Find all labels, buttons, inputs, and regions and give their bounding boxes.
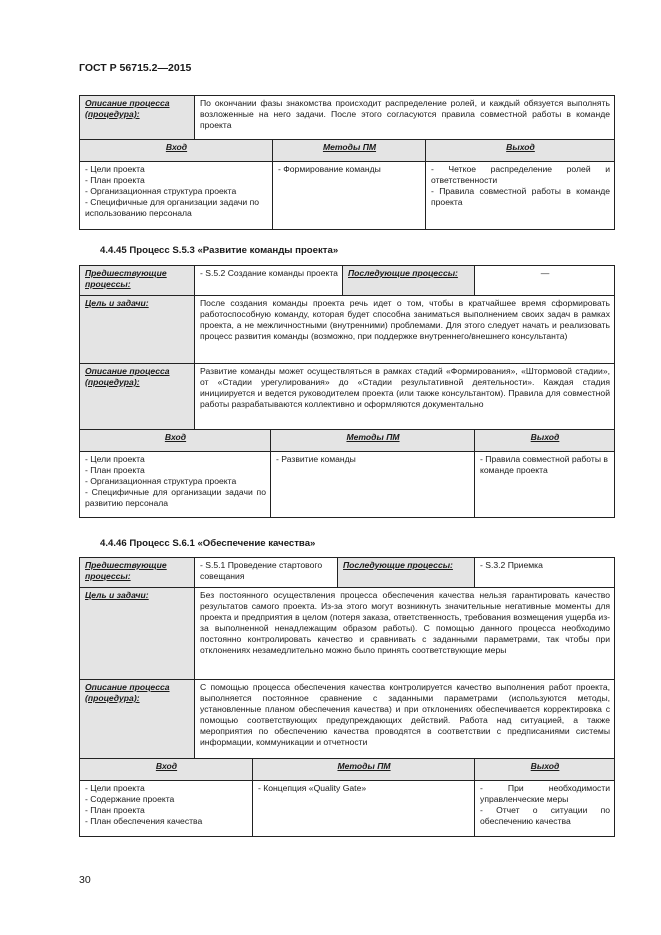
method-item: - Концепция «Quality Gate»	[258, 783, 367, 793]
input-header: Вход	[80, 430, 271, 452]
goal-label: Цель и задачи:	[80, 296, 195, 364]
description-label: Описание процесса (процедура):	[80, 364, 195, 430]
output-item: - Правила совместной работы в команде проекта	[480, 454, 608, 475]
output-header: Выход	[475, 759, 615, 781]
input-item: - Содержание проекта	[85, 793, 175, 804]
successors-value: —	[475, 266, 615, 296]
input-item: - Организационная структура проекта	[85, 185, 237, 196]
methods-cell	[271, 452, 475, 518]
predecessors-value: - S.5.1 Проведение стартового совещания	[195, 558, 338, 588]
input-item: - План проекта	[85, 804, 145, 815]
predecessors-value: - S.5.2 Создание команды проекта	[195, 266, 343, 296]
methods-header: Методы ПМ	[273, 140, 426, 162]
input-item: - План проекта	[85, 464, 145, 475]
goal-text: После создания команды проекта речь идет о том, чтобы в кратчайшее время сформировать работоспособную команду, которая будет способна заниматься выполнением своих задач в рамках проекта, а не межличностными (внутренними) проблемами. Для этого следует начать и реализовать процесс развития команды (возможно, при поддержке внутреннего/внешнего консультанта)	[195, 296, 615, 364]
input-header: Вход	[80, 759, 253, 781]
methods-header: Методы ПМ	[271, 430, 475, 452]
successors-label: Последующие процессы:	[338, 558, 475, 588]
input-item: - Цели проекта	[85, 783, 145, 793]
input-item: - Цели проекта	[85, 454, 145, 464]
successors-value: - S.3.2 Приемка	[475, 558, 615, 588]
input-item: - Цели проекта	[85, 164, 145, 174]
page-number: 30	[79, 874, 91, 886]
output-item: - Правила совместной работы в команде проекта	[431, 185, 610, 207]
process-table-s-6-1	[79, 557, 615, 837]
output-header: Выход	[475, 430, 615, 452]
document-header: ГОСТ Р 56715.2—2015	[79, 62, 192, 74]
input-item: - Специфичные для организации задачи по развитию персонала	[85, 486, 266, 508]
input-header: Вход	[80, 140, 273, 162]
description-label: Описание процесса (процедура):	[80, 680, 195, 759]
methods-cell	[253, 781, 475, 837]
description-label: Описание процесса (процедура):	[80, 96, 195, 140]
outputs-cell	[475, 781, 615, 837]
process-table-continuation	[79, 95, 615, 230]
predecessors-label: Предшествующие процессы:	[80, 558, 195, 588]
method-item: - Формирование команды	[278, 164, 381, 174]
inputs-cell	[80, 781, 253, 837]
goal-label: Цель и задачи:	[80, 588, 195, 680]
input-item: - Специфичные для организации задачи по использованию персонала	[85, 196, 260, 218]
output-item: - Четкое распределение ролей и ответственности	[431, 164, 610, 185]
method-item: - Развитие команды	[276, 454, 356, 464]
section-title-4-4-45: 4.4.45 Процесс S.5.3 «Развитие команды проекта»	[100, 245, 339, 256]
input-item: - Организационная структура проекта	[85, 475, 237, 486]
inputs-cell	[80, 162, 273, 230]
output-item: - При необходимости управленческие меры	[480, 783, 611, 804]
inputs-cell	[80, 452, 271, 518]
output-item: - Отчет о ситуации по обеспечению качества	[480, 804, 611, 826]
successors-label: Последующие процессы:	[343, 266, 475, 296]
methods-header: Методы ПМ	[253, 759, 475, 781]
outputs-cell	[475, 452, 615, 518]
description-text: С помощью процесса обеспечения качества контролируется качество выполнения работ проекта, выполняется постоянное сравнение с заданными параметрами (используются методы, установленные планом обеспечения качества) и при отклонениях обеспечивается корректировка с помощью соответствующих предупреждающих действий. Работа над ситуацией, а также мероприятия по обеспечению качества проводятся в соответствии с предписаниями системы информации, коммуникации и отчетности	[195, 680, 615, 759]
input-item: - План проекта	[85, 174, 145, 185]
input-item: - План обеспечения качества	[85, 815, 203, 826]
methods-cell	[273, 162, 426, 230]
process-table-s-5-3	[79, 265, 615, 518]
goal-text: Без постоянного осуществления процесса обеспечения качества нельзя гарантировать качество результатов самого проекта. Из-за этого могут возникнуть значительные негативные моменты для проекта и предприятия в целом (потеря заказа, ответственность, требования возмещения ущерба из-за выполненной ненадлежащим образом работы). С помощью данного процесса необходимо постоянно контролировать качество и сравнивать с заданными параметрами, так чтобы при отклонениях незамедлительно можно было принять соответствующие меры	[195, 588, 615, 680]
output-header: Выход	[426, 140, 615, 162]
description-text: Развитие команды может осуществляться в рамках стадий «Формирования», «Штормовой стадии», от «Стадии урегулирования» до «Стадии результативной деятельности». Каждая стадия инициируется и ведется руководителем проекта (или также консультантом). Правила для совместной работы разрабатываются коллективно и оформляются документально	[195, 364, 615, 430]
section-title-4-4-46: 4.4.46 Процесс S.6.1 «Обеспечение качества»	[100, 538, 316, 549]
predecessors-label: Предшествующие процессы:	[80, 266, 195, 296]
description-text: По окончании фазы знакомства происходит распределение ролей, и каждый обязуется выполнять возложенные на него задачи. После этого согласуются правила совместной работы в команде проекта	[195, 96, 615, 140]
outputs-cell	[426, 162, 615, 230]
